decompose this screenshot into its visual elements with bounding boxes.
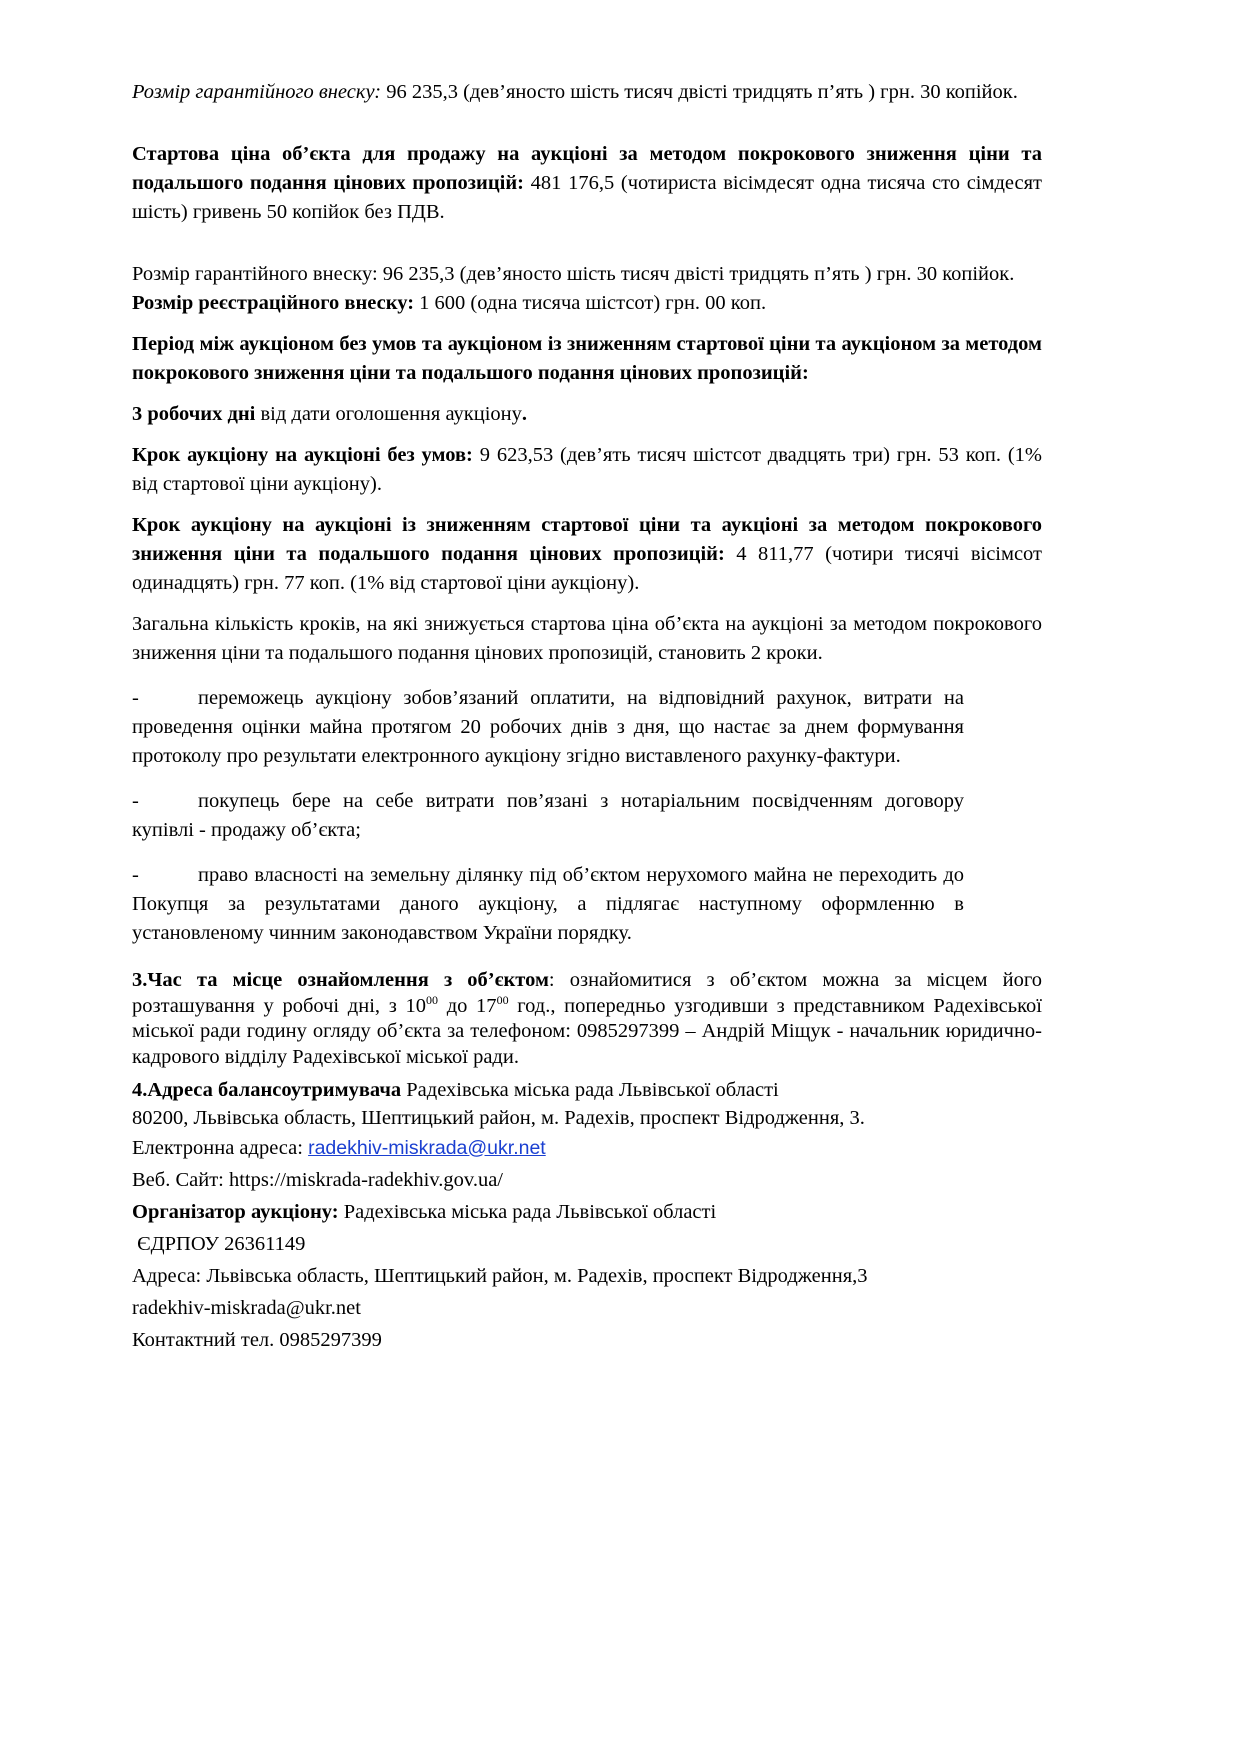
section-3-colon: : xyxy=(548,969,555,991)
step-no-conditions-text: 9 623,53 (дев’ять тисяч шістсот двадцять три) грн. 53 коп. (1% від стартової ціни аукціону). xyxy=(132,444,1042,495)
condition-item-2 xyxy=(132,787,964,845)
registration-fee-paragraph xyxy=(132,289,1042,318)
condition-dash: - xyxy=(132,864,139,886)
section-3-label: 3.Час та місце ознайомлення з об’єктом xyxy=(132,969,549,991)
organizer-label: Організатор аукціону: xyxy=(132,1200,339,1223)
total-steps-paragraph: Загальна кількість кроків, на які знижується стартова ціна об’єкта на аукціоні за методом покрокового зниження ціни та подальшого подання цінових пропозицій, становить 2 кроки. xyxy=(132,613,1042,664)
period-heading: Період між аукціоном без умов та аукціоном із зниженням стартової ціни та аукціоном за методом покрокового зниження ціни та подальшого подання цінових пропозицій: xyxy=(132,333,1042,384)
period-days-bold: 3 робочих дні xyxy=(132,403,256,425)
section-3-text-a: ознайомитися з об’єктом можна за місцем його розташування у робочі дні, з 10 xyxy=(132,969,1042,1017)
section-4-block xyxy=(132,1078,1042,1196)
guarantee-fee-label: Розмір гарантійного внеску: xyxy=(132,81,382,103)
step-reduced-paragraph xyxy=(132,511,1042,598)
condition-text: покупець бере на себе витрати пов’язані з нотаріальним посвідченням договору купівлі - продажу об’єкта; xyxy=(132,790,964,841)
step-reduced-label: Крок аукціону на аукціоні із зниженням стартової ціни та аукціоні за методом покрокового зниження ціни та подальшого подання цінових пропозицій: xyxy=(132,514,1042,565)
section-4-label: 4.Адреса балансоутримувача xyxy=(132,1079,402,1101)
organizer-address: Адреса: Львівська область, Шептицький район, м. Радехів, проспект Відродження,3 xyxy=(132,1264,868,1287)
step-reduced-text: 4 811,77 (чотири тисячі вісімсот одинадцять) грн. 77 коп. (1% від стартової ціни аукціону). xyxy=(132,543,1043,594)
period-days-paragraph xyxy=(132,400,1042,429)
section-4-heading-line xyxy=(132,1078,1042,1104)
section-4-email-label: Електронна адреса: xyxy=(132,1136,309,1159)
organizer-email: radekhiv-miskrada@ukr.net xyxy=(132,1296,361,1319)
organizer-line xyxy=(132,1196,1042,1228)
condition-text: переможець аукціону зобов’язаний оплатити, на відповідний рахунок, витрати на проведення оцінки майна протягом 20 робочих днів з дня, що настає за днем формування протоколу про результати електронного аукціону згідно виставленого рахунку-фактури. xyxy=(132,687,964,767)
start-price-paragraph xyxy=(132,140,1042,227)
step-no-conditions-label: Крок аукціону на аукціоні без умов: xyxy=(132,444,473,466)
registration-fee-label: Розмір реєстраційного внеску: xyxy=(132,292,415,314)
organizer-block xyxy=(132,1196,1042,1356)
condition-dash: - xyxy=(132,790,139,812)
organizer-phone: Контактний тел. 0985297399 xyxy=(132,1328,382,1351)
document-page xyxy=(132,78,1042,1356)
start-price-text: 481 176,5 (чотириста вісімдесят одна тисяча сто сімдесят шість) гривень 50 копійок без ПДВ. xyxy=(132,172,1043,223)
condition-item-3 xyxy=(132,861,964,948)
section-4-email-line xyxy=(132,1132,1042,1164)
registration-fee-text: 1 600 (одна тисяча шістсот) грн. 00 коп. xyxy=(414,292,767,314)
section-4-org: Радехівська міська рада Львівської області xyxy=(401,1079,779,1101)
section-4-website: Веб. Сайт: https://miskrada-radekhiv.gov.ua/ xyxy=(132,1168,504,1191)
section-4-address: 80200, Львівська область, Шептицький район, м. Радехів, проспект Відродження, 3. xyxy=(132,1106,865,1129)
section-3-sup-a: 00 xyxy=(426,992,438,1007)
period-days-text: від дати оголошення аукціону xyxy=(255,403,522,425)
start-price-label: Стартова ціна об’єкта для продажу на аукціоні за методом покрокового зниження ціни та подальшого подання цінових пропозицій: xyxy=(132,143,1042,194)
section-3-text-b: до 17 xyxy=(438,994,497,1017)
condition-dash: - xyxy=(132,687,139,709)
period-days-dot: . xyxy=(521,403,527,425)
section-3-sup-b: 00 xyxy=(496,992,509,1007)
condition-text: право власності на земельну ділянку під об’єктом нерухомого майна не переходить до Покупця за результатами даного аукціону, а підлягає наступному оформленню в установленому чинним законодавством України порядку. xyxy=(132,864,964,944)
organizer-edrpou: ЄДРПОУ 26361149 xyxy=(132,1232,306,1255)
condition-item-1 xyxy=(132,684,964,771)
step-no-conditions-paragraph xyxy=(132,441,1042,499)
guarantee-fee-text: 96 235,3 (дев’яносто шість тисяч двісті тридцять п’ять ) грн. 30 копійок. xyxy=(381,81,1018,103)
organizer-name: Радехівська міська рада Львівської області xyxy=(338,1200,717,1223)
guarantee-fee-paragraph-1 xyxy=(132,78,1042,107)
section-3-paragraph xyxy=(132,968,1042,1070)
section-3-text-c: год., попередньо узгодивши з представником Радехівської міської ради годину огляду об’єкта за телефоном: 0985297399 – Андрій Міщук - начальник юридично-кадрового відділу Радехівської міської ради. xyxy=(132,994,1042,1068)
email-link[interactable]: radekhiv-miskrada@ukr.net xyxy=(308,1136,546,1159)
guarantee-fee-paragraph-2: Розмір гарантійного внеску: 96 235,3 (дев’яносто шість тисяч двісті тридцять п’ять ) грн. 30 копійок. xyxy=(132,263,1015,285)
